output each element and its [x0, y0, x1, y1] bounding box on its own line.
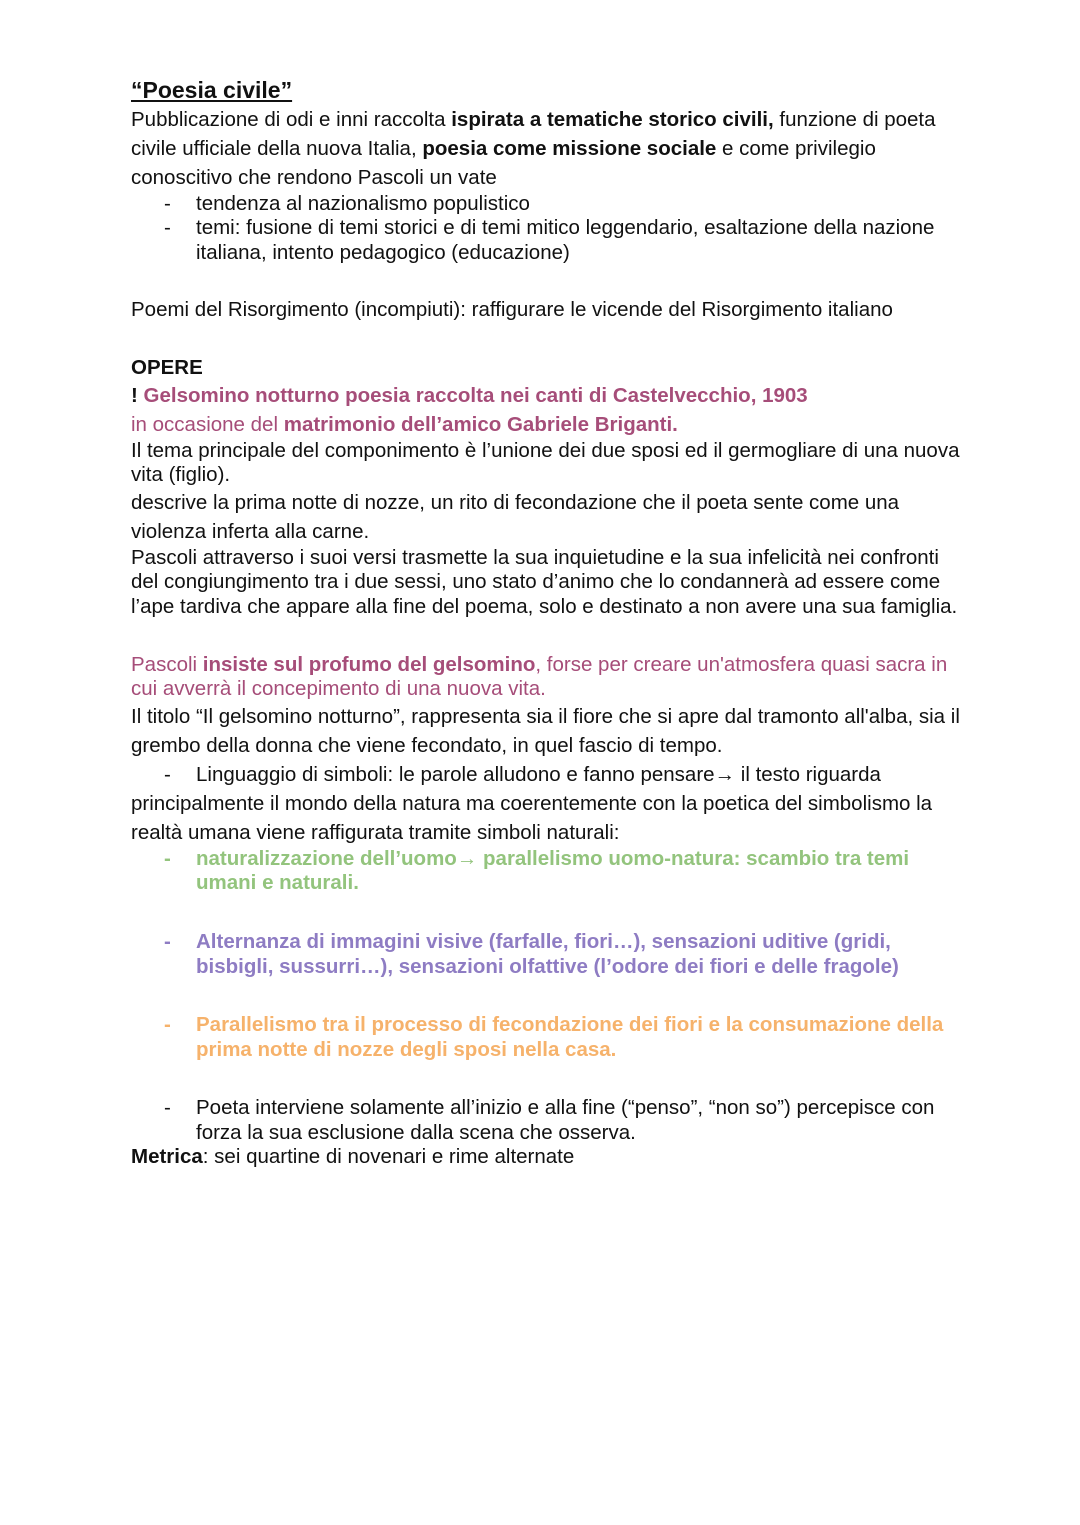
bold-run: matrimonio dell’amico Gabriele Briganti. — [283, 412, 678, 436]
section-title-poesia-civile: “Poesia civile” — [131, 77, 293, 103]
titolo-paragraph: Il titolo “Il gelsomino notturno”, rappresenta sia il fiore che si apre dal tramonto all'alba, sia il grembo della donna che viene fecondato, in quel fascio di tempo. — [131, 704, 960, 757]
metrica-text: : sei quartine di novenari e rime alternate — [202, 1145, 575, 1169]
bold-run: poesia come missione sociale — [422, 136, 717, 160]
profumo-paragraph — [131, 653, 961, 702]
bold-run: ispirata a tematiche storico civili, — [451, 107, 774, 131]
list-item: - temi: fusione di temi storici e di temi mitico leggendario, esaltazione della nazione italiana, intento pedagogico (educazione) — [131, 216, 961, 265]
poesia-civile-paragraph — [131, 105, 961, 192]
text-run: Pascoli — [131, 652, 203, 676]
opere-heading: OPERE — [131, 355, 203, 379]
point-parallelismo: - Parallelismo tra il processo di fecondazione dei fiori e la consumazione della prima notte di nozze degli sposi nella casa. — [131, 1013, 961, 1062]
text-run: in occasione del — [131, 412, 284, 436]
point-alternanza: - Alternanza di immagini visive (farfalle, fiori…), sensazioni uditive (gridi, bisbigli, sussurri…), sensazioni olfattive (l’odore dei fiori e delle fragole) — [131, 930, 961, 979]
linguaggio-first-line — [131, 760, 961, 789]
text-run: e come privilegio conoscitivo che rendono Pascoli un vate — [131, 136, 876, 189]
symbol-points — [131, 847, 961, 1146]
gelsomino-title-text: Gelsomino notturno poesia raccolta nei canti di Castelvecchio, 1903 — [137, 383, 808, 407]
text-run: Linguaggio di simboli: le parole alludono e fanno pensare→ il testo riguarda — [196, 762, 881, 786]
text-run: principalmente il mondo della natura ma coerentemente con la poetica del simbolismo la realtà umana viene raffigurata tramite simboli naturali: — [131, 791, 933, 844]
linguaggio-paragraph — [131, 760, 961, 847]
text-run: Pubblicazione di odi e inni raccolta — [131, 107, 452, 131]
tema-paragraph: Il tema principale del componimento è l’unione dei due sposi ed il germogliare di una nuova vita (figlio). — [131, 438, 960, 487]
inquietudine-paragraph: Pascoli attraverso i suoi versi trasmette la sua inquietudine e la sua infelicità nei confronti del congiungimento tra i due sessi, uno stato d’animo che lo condannerà ad essere come l’ape tardiva che appare alla fine del poema, solo e destinato a non avere una sua famiglia. — [131, 545, 958, 618]
text-run: , forse per creare un'atmosfera quasi sacra in cui avverrà il concepimento di una nuova vita. — [131, 652, 948, 701]
list-item: - tendenza al nazionalismo populistico — [131, 192, 961, 217]
text-run: funzione di poeta civile ufficiale della nuova Italia, — [131, 107, 936, 160]
document-page — [131, 77, 961, 1170]
metrica-label: Metrica — [131, 1145, 203, 1169]
descrive-paragraph: descrive la prima notte di nozze, un rito di fecondazione che il poeta sente come una violenza inferta alla carne. — [131, 490, 900, 543]
occasione-line — [131, 410, 961, 439]
point-naturalizzazione: - naturalizzazione dell’uomo→ parallelismo uomo-natura: scambio tra temi umani e naturali. — [131, 847, 961, 896]
poemi-risorgimento: Poemi del Risorgimento (incompiuti): raffigurare le vicende del Risorgimento italiano — [131, 298, 893, 322]
bold-run: insiste sul profumo del gelsomino — [202, 652, 536, 676]
poesia-civile-bullets — [131, 192, 961, 266]
metrica-line — [131, 1145, 961, 1170]
dash-marker: - — [164, 762, 171, 786]
exclamation-mark: ! — [131, 383, 138, 407]
gelsomino-title — [131, 381, 961, 410]
point-poeta: - Poeta interviene solamente all’inizio e alla fine (“penso”, “non so”) percepisce con forza la sua esclusione dalla scena che osserva. — [131, 1096, 961, 1145]
